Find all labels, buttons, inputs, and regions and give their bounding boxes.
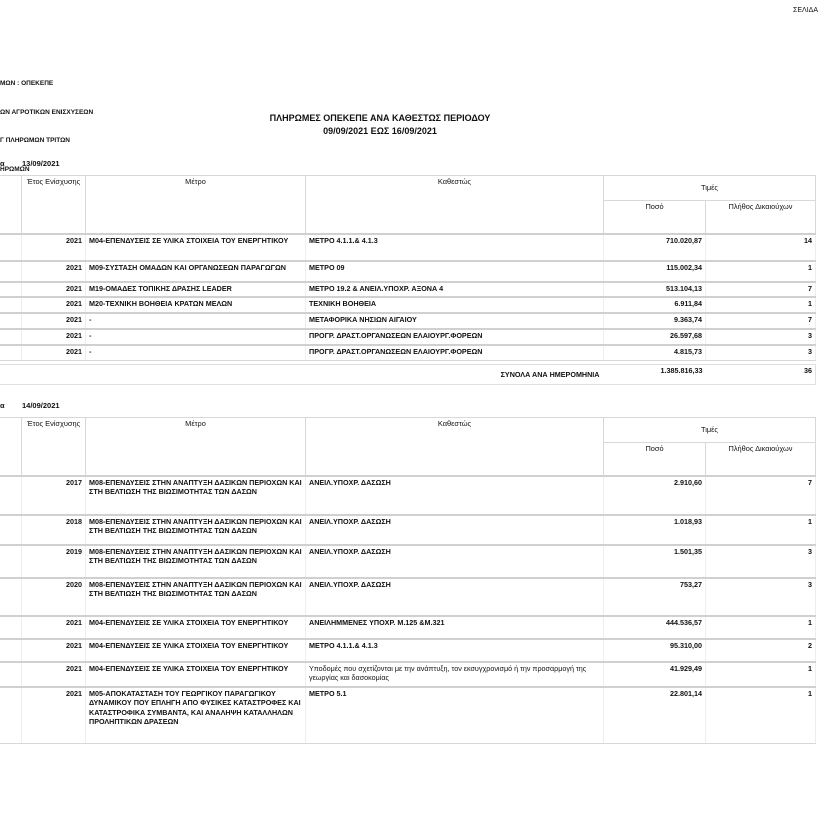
table-row — [0, 476, 816, 515]
year-cell: 2018 — [22, 515, 86, 545]
row-blank — [0, 476, 22, 515]
row-blank — [0, 545, 22, 578]
year-cell: 2021 — [22, 662, 86, 687]
amount-cell: 26.597,68 — [604, 329, 706, 345]
table-row — [0, 639, 816, 662]
table-row — [0, 234, 816, 261]
section-date — [0, 159, 60, 168]
count-cell: 1 — [706, 297, 816, 313]
report-period: 09/09/2021 ΕΩΣ 16/09/2021 — [323, 126, 437, 136]
header-count: Πλήθος Δικαιούχων — [706, 201, 816, 234]
org-line: ΗΡΩΜΩΝ — [0, 165, 30, 173]
measure-cell: - — [86, 329, 306, 345]
header-year: Έτος Ενίσχυσης — [22, 176, 86, 234]
amount-cell: 2.910,60 — [604, 476, 706, 515]
header-measure: Μέτρο — [86, 418, 306, 476]
header-count: Πλήθος Δικαιούχων — [706, 443, 816, 476]
table-row — [0, 329, 816, 345]
count-cell: 7 — [706, 313, 816, 329]
year-cell: 2021 — [22, 687, 86, 744]
amount-cell: 1.501,35 — [604, 545, 706, 578]
regime-cell: ΜΕΤΡΟ 19.2 & ΑΝΕΙΛ.ΥΠΟΧΡ. ΑΞΟΝΑ 4 — [306, 282, 604, 297]
measure-cell: Μ05-ΑΠΟΚΑΤΑΣΤΑΣΗ ΤΟΥ ΓΕΩΡΓΙΚΟΥ ΠΑΡΑΓΩΓΙΚΟΥ ΔΥΝΑΜΙΚΟΥ ΠΟΥ ΕΠΛΗΓΗ ΑΠΟ ΦΥΣΙΚΕΣ ΚΑΤΑΣΤΡΟΦΕΣ ΚΑΙ ΚΑΤΑΣΤΡΟΦΙΚΑ ΣΥΜΒΑΝΤΑ, ΚΑΙ ΑΝΑΛΗΨΗ ΚΑΤΑΛΛΗΛΩΝ ΠΡΟΛΗΠΤΙΚΩΝ ΔΡΑΣΕΩΝ — [86, 687, 306, 744]
measure-cell: Μ04-ΕΠΕΝΔΥΣΕΙΣ ΣΕ ΥΛΙΚΑ ΣΤΟΙΧΕΙΑ ΤΟΥ ΕΝΕΡΓΗΤΙΚΟΥ — [86, 616, 306, 639]
amount-cell: 710.020,87 — [604, 234, 706, 261]
row-blank — [0, 261, 22, 282]
year-cell: 2021 — [22, 616, 86, 639]
year-cell: 2021 — [22, 329, 86, 345]
total-label: ΣΥΝΟΛΑ ΑΝΑ ΗΜΕΡΟΜΗΝΙΑ — [0, 365, 604, 385]
measure-cell: Μ04-ΕΠΕΝΔΥΣΕΙΣ ΣΕ ΥΛΙΚΑ ΣΤΟΙΧΕΙΑ ΤΟΥ ΕΝΕΡΓΗΤΙΚΟΥ — [86, 639, 306, 662]
regime-cell: ΑΝΕΙΛ.ΥΠΟΧΡ. ΔΑΣΩΣΗ — [306, 476, 604, 515]
row-blank — [0, 639, 22, 662]
year-cell: 2021 — [22, 234, 86, 261]
regime-cell: ΠΡΟΓΡ. ΔΡΑΣΤ.ΟΡΓΑΝΩΣΕΩΝ ΕΛΑΙΟΥΡΓ.ΦΟΡΕΩΝ — [306, 329, 604, 345]
table-row — [0, 616, 816, 639]
year-cell: 2021 — [22, 313, 86, 329]
measure-cell: Μ08-ΕΠΕΝΔΥΣΕΙΣ ΣΤΗΝ ΑΝΑΠΤΥΞΗ ΔΑΣΙΚΩΝ ΠΕΡΙΟΧΩΝ ΚΑΙ ΣΤΗ ΒΕΛΤΙΩΣΗ ΤΗΣ ΒΙΩΣΙΜΟΤΗΤΑΣ ΤΩΝ ΔΑΣΩΝ — [86, 578, 306, 616]
regime-cell: ΜΕΤΑΦΟΡΙΚΑ ΝΗΣΙΩΝ ΑΙΓΑΙΟΥ — [306, 313, 604, 329]
header-row — [0, 418, 816, 443]
year-cell: 2021 — [22, 297, 86, 313]
table-row — [0, 345, 816, 361]
table-row — [0, 662, 816, 687]
regime-cell: ΑΝΕΙΛΗΜΜΕΝΕΣ ΥΠΟΧΡ. Μ.125 &Μ.321 — [306, 616, 604, 639]
header-regime: Καθεστώς — [306, 176, 604, 234]
header-values: Τιμές — [604, 176, 816, 201]
amount-cell: 513.104,13 — [604, 282, 706, 297]
header-amount: Ποσό — [604, 443, 706, 476]
year-cell: 2021 — [22, 261, 86, 282]
measure-cell: Μ08-ΕΠΕΝΔΥΣΕΙΣ ΣΤΗΝ ΑΝΑΠΤΥΞΗ ΔΑΣΙΚΩΝ ΠΕΡΙΟΧΩΝ ΚΑΙ ΣΤΗ ΒΕΛΤΙΩΣΗ ΤΗΣ ΒΙΩΣΙΜΟΤΗΤΑΣ ΤΩΝ ΔΑΣΩΝ — [86, 545, 306, 578]
header-row — [0, 176, 816, 201]
measure-cell: Μ04-ΕΠΕΝΔΥΣΕΙΣ ΣΕ ΥΛΙΚΑ ΣΤΟΙΧΕΙΑ ΤΟΥ ΕΝΕΡΓΗΤΙΚΟΥ — [86, 662, 306, 687]
table-row — [0, 261, 816, 282]
amount-cell: 95.310,00 — [604, 639, 706, 662]
amount-cell: 753,27 — [604, 578, 706, 616]
regime-cell: ΜΕΤΡΟ 09 — [306, 261, 604, 282]
date-value: 13/09/2021 — [22, 159, 60, 168]
amount-cell: 115.002,34 — [604, 261, 706, 282]
header-values: Τιμές — [604, 418, 816, 443]
page-label: ΣΕΛΙΔΑ — [793, 7, 818, 14]
measure-cell: Μ08-ΕΠΕΝΔΥΣΕΙΣ ΣΤΗΝ ΑΝΑΠΤΥΞΗ ΔΑΣΙΚΩΝ ΠΕΡΙΟΧΩΝ ΚΑΙ ΣΤΗ ΒΕΛΤΙΩΣΗ ΤΗΣ ΒΙΩΣΙΜΟΤΗΤΑΣ ΤΩΝ ΔΑΣΩΝ — [86, 515, 306, 545]
count-cell: 1 — [706, 687, 816, 744]
amount-cell: 9.363,74 — [604, 313, 706, 329]
count-cell: 1 — [706, 616, 816, 639]
year-cell: 2017 — [22, 476, 86, 515]
header-blank — [0, 176, 22, 234]
regime-cell: ΑΝΕΙΛ.ΥΠΟΧΡ. ΔΑΣΩΣΗ — [306, 578, 604, 616]
count-cell: 3 — [706, 345, 816, 361]
report-title: ΠΛΗΡΩΜΕΣ ΟΠΕΚΕΠΕ ΑΝΑ ΚΑΘΕΣΤΩΣ ΠΕΡΙΟΔΟΥ — [269, 113, 491, 123]
regime-cell: ΜΕΤΡΟ 4.1.1.& 4.1.3 — [306, 234, 604, 261]
row-blank — [0, 329, 22, 345]
date-value: 14/09/2021 — [22, 401, 60, 410]
measure-cell: - — [86, 345, 306, 361]
table-row — [0, 578, 816, 616]
table-row — [0, 687, 816, 744]
row-blank — [0, 234, 22, 261]
amount-cell: 444.536,57 — [604, 616, 706, 639]
count-cell: 14 — [706, 234, 816, 261]
regime-cell: ΠΡΟΓΡ. ΔΡΑΣΤ.ΟΡΓΑΝΩΣΕΩΝ ΕΛΑΙΟΥΡΓ.ΦΟΡΕΩΝ — [306, 345, 604, 361]
org-line: Γ ΠΛΗΡΩΜΩΝ ΤΡΙΤΩΝ — [0, 137, 70, 144]
regime-cell: ΑΝΕΙΛ.ΥΠΟΧΡ. ΔΑΣΩΣΗ — [306, 515, 604, 545]
measure-cell: Μ09-ΣΥΣΤΑΣΗ ΟΜΑΔΩΝ ΚΑΙ ΟΡΓΑΝΩΣΕΩΝ ΠΑΡΑΓΩΓΩΝ — [86, 261, 306, 282]
total-row — [0, 365, 816, 385]
org-line: ΩΝ ΑΓΡΟΤΙΚΩΝ ΕΝΙΣΧΥΣΕΩΝ — [0, 108, 94, 116]
payments-table — [0, 175, 816, 385]
count-cell: 7 — [706, 282, 816, 297]
date-label: α — [0, 401, 5, 410]
table-row — [0, 515, 816, 545]
table-row — [0, 282, 816, 297]
count-cell: 1 — [706, 662, 816, 687]
count-cell: 3 — [706, 329, 816, 345]
table-row — [0, 297, 816, 313]
row-blank — [0, 578, 22, 616]
table-row — [0, 545, 816, 578]
row-blank — [0, 282, 22, 297]
payments-table — [0, 417, 816, 744]
measure-cell: Μ19-ΟΜΑΔΕΣ ΤΟΠΙΚΗΣ ΔΡΑΣΗΣ LEADER — [86, 282, 306, 297]
regime-cell: ΑΝΕΙΛ.ΥΠΟΧΡ. ΔΑΣΩΣΗ — [306, 545, 604, 578]
year-cell: 2020 — [22, 578, 86, 616]
org-line: ΜΩΝ : ΟΠΕΚΕΠΕ — [0, 80, 54, 87]
header-year: Έτος Ενίσχυσης — [22, 418, 86, 476]
row-blank — [0, 687, 22, 744]
row-blank — [0, 345, 22, 361]
header-blank — [0, 418, 22, 476]
measure-cell: Μ04-ΕΠΕΝΔΥΣΕΙΣ ΣΕ ΥΛΙΚΑ ΣΤΟΙΧΕΙΑ ΤΟΥ ΕΝΕΡΓΗΤΙΚΟΥ — [86, 234, 306, 261]
count-cell: 7 — [706, 476, 816, 515]
regime-cell: Υποδομές που σχετίζονται με την ανάπτυξη, τον εκσυγχρονισμό ή την προσαρμογή της γεωργίας και δασοκομίας — [306, 662, 604, 687]
amount-cell: 1.018,93 — [604, 515, 706, 545]
year-cell: 2021 — [22, 282, 86, 297]
count-cell: 1 — [706, 261, 816, 282]
row-blank — [0, 515, 22, 545]
year-cell: 2019 — [22, 545, 86, 578]
row-blank — [0, 616, 22, 639]
regime-cell: ΤΕΧΝΙΚΗ ΒΟΗΘΕΙΑ — [306, 297, 604, 313]
row-blank — [0, 297, 22, 313]
regime-cell: ΜΕΤΡΟ 4.1.1.& 4.1.3 — [306, 639, 604, 662]
amount-cell: 4.815,73 — [604, 345, 706, 361]
count-cell: 2 — [706, 639, 816, 662]
measure-cell: - — [86, 313, 306, 329]
measure-cell: Μ08-ΕΠΕΝΔΥΣΕΙΣ ΣΤΗΝ ΑΝΑΠΤΥΞΗ ΔΑΣΙΚΩΝ ΠΕΡΙΟΧΩΝ ΚΑΙ ΣΤΗ ΒΕΛΤΙΩΣΗ ΤΗΣ ΒΙΩΣΙΜΟΤΗΤΑΣ ΤΩΝ ΔΑΣΩΝ — [86, 476, 306, 515]
count-cell: 3 — [706, 578, 816, 616]
amount-cell: 22.801,14 — [604, 687, 706, 744]
row-blank — [0, 662, 22, 687]
regime-cell: ΜΕΤΡΟ 5.1 — [306, 687, 604, 744]
count-cell: 3 — [706, 545, 816, 578]
total-amount: 1.385.816,33 — [604, 365, 706, 385]
section-date — [0, 401, 60, 410]
header-regime: Καθεστώς — [306, 418, 604, 476]
amount-cell: 41.929,49 — [604, 662, 706, 687]
date-label: α — [0, 159, 5, 168]
measure-cell: Μ20-ΤΕΧΝΙΚΗ ΒΟΗΘΕΙΑ ΚΡΑΤΩΝ ΜΕΛΩΝ — [86, 297, 306, 313]
count-cell: 1 — [706, 515, 816, 545]
row-blank — [0, 313, 22, 329]
year-cell: 2021 — [22, 639, 86, 662]
table-row — [0, 313, 816, 329]
year-cell: 2021 — [22, 345, 86, 361]
amount-cell: 6.911,84 — [604, 297, 706, 313]
total-count: 36 — [706, 365, 816, 385]
header-measure: Μέτρο — [86, 176, 306, 234]
header-amount: Ποσό — [604, 201, 706, 234]
